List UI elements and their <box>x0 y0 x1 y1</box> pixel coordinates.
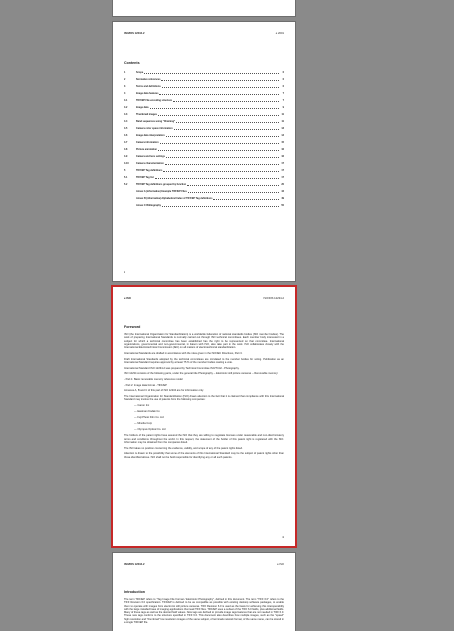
page-header <box>124 297 284 302</box>
toc-leader-dots <box>165 162 279 165</box>
toc-leader-dots <box>188 190 279 193</box>
toc-entry-title: Annex B (informative) Alphabetical Index of TIFF/EP Tag definitions <box>136 196 213 200</box>
toc-leader-dots <box>160 141 279 144</box>
toc-entry-page: 20 <box>281 182 284 186</box>
toc-entry-title: Image data interpretation <box>136 133 165 137</box>
toc-entry-page: 7 <box>282 98 284 102</box>
paragraph: ISO 12234 consists of the following parts, under the general title Photography -- Electronic still picture cameras -- Removable memory: <box>124 372 279 376</box>
toc-entry-page: 11 <box>281 119 284 123</box>
toc-entry-number: 4.5 <box>124 126 128 130</box>
part-item: - Part 1: Basic removable memory reference model <box>124 377 183 381</box>
toc-entry-page: 17 <box>281 175 284 179</box>
toc-entry-page: 9 <box>282 105 284 109</box>
toc-entry-title: TIFF/EP Tag list <box>136 175 154 179</box>
toc-entry[interactable] <box>124 139 284 146</box>
toc-entry[interactable] <box>124 104 284 111</box>
toc-leader-dots <box>174 127 279 130</box>
toc-leader-dots <box>176 120 279 123</box>
toc-entry-page: 17 <box>281 161 284 165</box>
company-item: — Canon Inc <box>134 403 150 407</box>
toc-leader-dots <box>162 204 279 207</box>
toc-entry[interactable] <box>124 118 284 125</box>
paragraph: Annexes A, B and C of this part of ISO 12234 are for information only. <box>124 389 204 393</box>
toc-leader-dots <box>158 148 279 151</box>
paragraph: The term TIFF/EP refers to "Tag Image File Format / Electronic Photography", defined in this document. The term "TIFF 6.0" refers to the TIFF Revision 6.0 specification. TIFF/EP is defined to be as compatible as possible with existing desktop software packages, to enable them to operate with images from electronic still picture cameras. TIFF Revision 6.0 is used as the basis for achieving this interoperability with the large installed base of imaging applications that read TIFF files. TIFF/EP uses a subset of the TIFF 6.0 fields, plus additional fields. Many of these tags as well as the desired field values. Now tags are defined to provide image tags features that are not needed in TIFF 6.0. These new tags conform to the structure specified in TIFF 6.0. This document also describes how multiple images, such as the "speed" high resolution and "thumbnail" low resolution images of the same subject, of terminals network format, of the same name, can be stored in a single TIFF/EP file. <box>124 598 284 625</box>
company-name: Fuji Photo Film Co. Ltd <box>137 416 164 420</box>
toc-leader-dots <box>155 176 279 179</box>
toc-entry-title: TIFF/EP File encoding structure <box>136 98 172 102</box>
toc-entry-title: Annex C Bibliography <box>136 203 161 207</box>
toc-entry-number: 5.1 <box>124 175 128 179</box>
paragraph: ISO (the International Organization for Standardization) is a worldwide federation of national standards bodies (ISO member bodies). The work of preparing International Standards is normally carried out through ISO technical committees. Each member body interested in a subject for which a technical committee has been established has the right to be represented on that committee. International organizations, governmental and non-governmental, in liaison with ISO, also take part in the work. ISO collaborates closely with the International Electrotechnical Commission (IEC) on all matters of electrotechnical standardization. <box>124 333 284 350</box>
toc-entry-page: 44 <box>281 189 284 193</box>
toc-entry[interactable] <box>124 146 284 153</box>
toc-entry-page: 16 <box>281 147 284 151</box>
toc-entry-number: 5 <box>124 168 126 172</box>
header-doc-id: ISO/DIS 12234-2 <box>263 297 284 300</box>
toc-entry[interactable] <box>124 132 284 139</box>
toc-entry-title: Annex A (informative) Example TIFF/EP Files <box>136 189 187 193</box>
toc-entry-page: 7 <box>282 91 284 95</box>
toc-leader-dots <box>213 197 279 200</box>
introduction-body <box>124 598 284 627</box>
toc-entry-number: 4 <box>124 91 126 95</box>
toc-entry-title: Band sequences using "Chaining" <box>136 119 176 123</box>
toc-entry[interactable] <box>124 153 284 160</box>
part-item: - Part 2: Image data format - TIFF/EP <box>124 383 167 387</box>
toc-leader-dots <box>162 85 279 88</box>
page-foreword[interactable] <box>113 287 295 546</box>
header-copyright: e 2001 <box>275 32 284 35</box>
toc-entry-page: 15 <box>281 140 284 144</box>
toc-entry-title: Thumbnail images <box>136 112 157 116</box>
toc-leader-dots <box>166 155 279 158</box>
toc-entry[interactable] <box>124 90 284 97</box>
page-thumbnail-1[interactable] <box>113 0 295 16</box>
toc-leader-dots <box>166 134 279 137</box>
toc-entry-title: Camera information <box>136 140 159 144</box>
toc-entry-number: 4.1 <box>124 98 128 102</box>
toc-entry[interactable] <box>124 97 284 104</box>
toc-entry[interactable] <box>124 174 284 181</box>
toc-entry-number: 4.3 <box>124 112 128 116</box>
toc-leader-dots <box>187 183 279 186</box>
toc-entry-number: 1 <box>124 70 126 74</box>
toc-leader-dots <box>173 99 279 102</box>
company-item: — Eastman Kodak Co <box>134 410 160 414</box>
toc-entry-title: Scope <box>136 70 144 74</box>
page-contents[interactable] <box>113 22 295 281</box>
toc-entry-page: 50 <box>281 203 284 207</box>
toc-leader-dots <box>159 92 279 95</box>
paragraph: The ISO takes no position concerning the evidence, validity, and scope of any of the patent rights listed. <box>124 446 243 450</box>
toc-entry-title: Image data features <box>136 91 159 95</box>
company-name: Canon Inc <box>137 403 150 407</box>
page-number: iii <box>282 535 284 539</box>
toc-entry-page: 17 <box>281 168 284 172</box>
header-copyright: e ISO <box>124 297 131 300</box>
toc-entry[interactable] <box>124 188 284 195</box>
toc-entry-number: 4.4 <box>124 119 128 123</box>
paragraph: Attention is drawn to the possibility that some of the elements of this International Standard may be the subject of patent rights other than those identified above. ISO shall not be held responsible for identifying any or all such patents. <box>124 452 284 459</box>
toc-leader-dots <box>150 106 280 109</box>
page-introduction[interactable] <box>113 553 295 631</box>
company-item: — Olympus Optical Co. Ltd <box>134 428 166 432</box>
toc-entry-number: 2 <box>124 77 126 81</box>
toc-entry-page: 16 <box>281 154 284 158</box>
paragraph: The International Organization for Standardization (ISO) draws attention to the fact that it is claimed that compliance with this International Standard may involve the use of patents from the following companies: <box>124 394 284 402</box>
toc-entry[interactable] <box>124 76 284 83</box>
toc-leader-dots <box>161 78 279 81</box>
paragraph: International Standard ISO 12234-2 was prepared by Technical Committee ISO/TC42 - Photography. <box>124 366 240 370</box>
toc-entry-title: TIFF/EP Tag definitions <box>136 168 163 172</box>
toc-entry-number: 4.7 <box>124 140 128 144</box>
toc-entry-title: Terms and definitions <box>136 84 161 88</box>
toc-entry-number: 4.2 <box>124 105 128 109</box>
company-item: — Fuji Photo Film Co. Ltd <box>134 416 164 420</box>
toc-entry-page: 6 <box>282 77 284 81</box>
toc-entry-page: 6 <box>282 70 284 74</box>
toc-entry[interactable] <box>124 125 284 132</box>
paragraph: International Standards are drafted in accordance with the rules given in the ISO/IEC Directives, Part 3. <box>124 351 243 355</box>
header-copyright: e ISO <box>277 563 284 566</box>
toc-entry-title: Camera color space information <box>136 126 173 130</box>
page-header <box>124 32 284 37</box>
toc-entry[interactable] <box>124 195 284 202</box>
header-doc-id: ISO/DIS 12234-2 <box>124 563 145 566</box>
foreword-body <box>124 333 284 461</box>
toc-entry-number: 4.10 <box>124 161 129 165</box>
toc-entry-title: TIFF/EP Tag definitions grouped by function <box>136 182 187 186</box>
toc-leader-dots <box>144 71 279 74</box>
toc-entry[interactable] <box>124 167 284 174</box>
company-name: Minolta Corp <box>137 422 153 426</box>
toc-entry-page: 6 <box>282 84 284 88</box>
toc-entry[interactable] <box>124 83 284 90</box>
toc-entry-title: Normative references <box>136 77 161 81</box>
table-of-contents <box>124 69 284 209</box>
toc-entry[interactable] <box>124 181 284 188</box>
contents-heading: Contents <box>124 61 140 65</box>
toc-entry-page: 11 <box>281 112 284 116</box>
foreword-heading: Foreword <box>124 325 141 329</box>
toc-entry-title: Picture annotation <box>136 147 157 151</box>
page-header <box>124 563 284 568</box>
toc-leader-dots <box>158 113 279 116</box>
toc-entry-title: Camera characterization <box>136 161 164 165</box>
paragraph: The holders of the patent rights have assured the ISO that they are willing to negotiate licenses under reasonable and non-discriminatory terms and conditions throughout the world. In this respect, the statement of the holder of this patent right is registered with the ISO. Information may be obtained from the companies listed. <box>124 434 284 445</box>
toc-leader-dots <box>163 169 279 172</box>
company-name: Olympus Optical Co. Ltd <box>137 428 166 432</box>
toc-entry-title: Image data <box>136 105 149 109</box>
introduction-heading: Introduction <box>124 590 145 594</box>
header-doc-id: ISO/DIS 12234-2 <box>124 32 145 35</box>
toc-entry[interactable] <box>124 160 284 167</box>
toc-entry-number: 4.9 <box>124 154 128 158</box>
toc-entry[interactable] <box>124 69 284 76</box>
paragraph: Draft International Standards adopted by the technical committees are circulated to the member bodies for voting. Publication as an International Standard requires approval by at least 75 % of the member bodies casting a vote. <box>124 357 284 364</box>
toc-entry-number: 3 <box>124 84 126 88</box>
toc-entry-number: 5.2 <box>124 182 128 186</box>
toc-entry-page: 13 <box>281 126 284 130</box>
toc-entry-page: 49 <box>281 196 284 200</box>
toc-entry-number: 4.6 <box>124 133 128 137</box>
toc-entry-title: Camera and lens settings <box>136 154 165 158</box>
company-name: Eastman Kodak Co <box>137 410 160 414</box>
toc-entry-number: 4.8 <box>124 147 128 151</box>
company-item: — Minolta Corp <box>134 422 153 426</box>
toc-entry[interactable] <box>124 202 284 209</box>
toc-entry-page: 14 <box>281 133 284 137</box>
toc-entry[interactable] <box>124 111 284 118</box>
page-number: ii <box>124 270 126 274</box>
